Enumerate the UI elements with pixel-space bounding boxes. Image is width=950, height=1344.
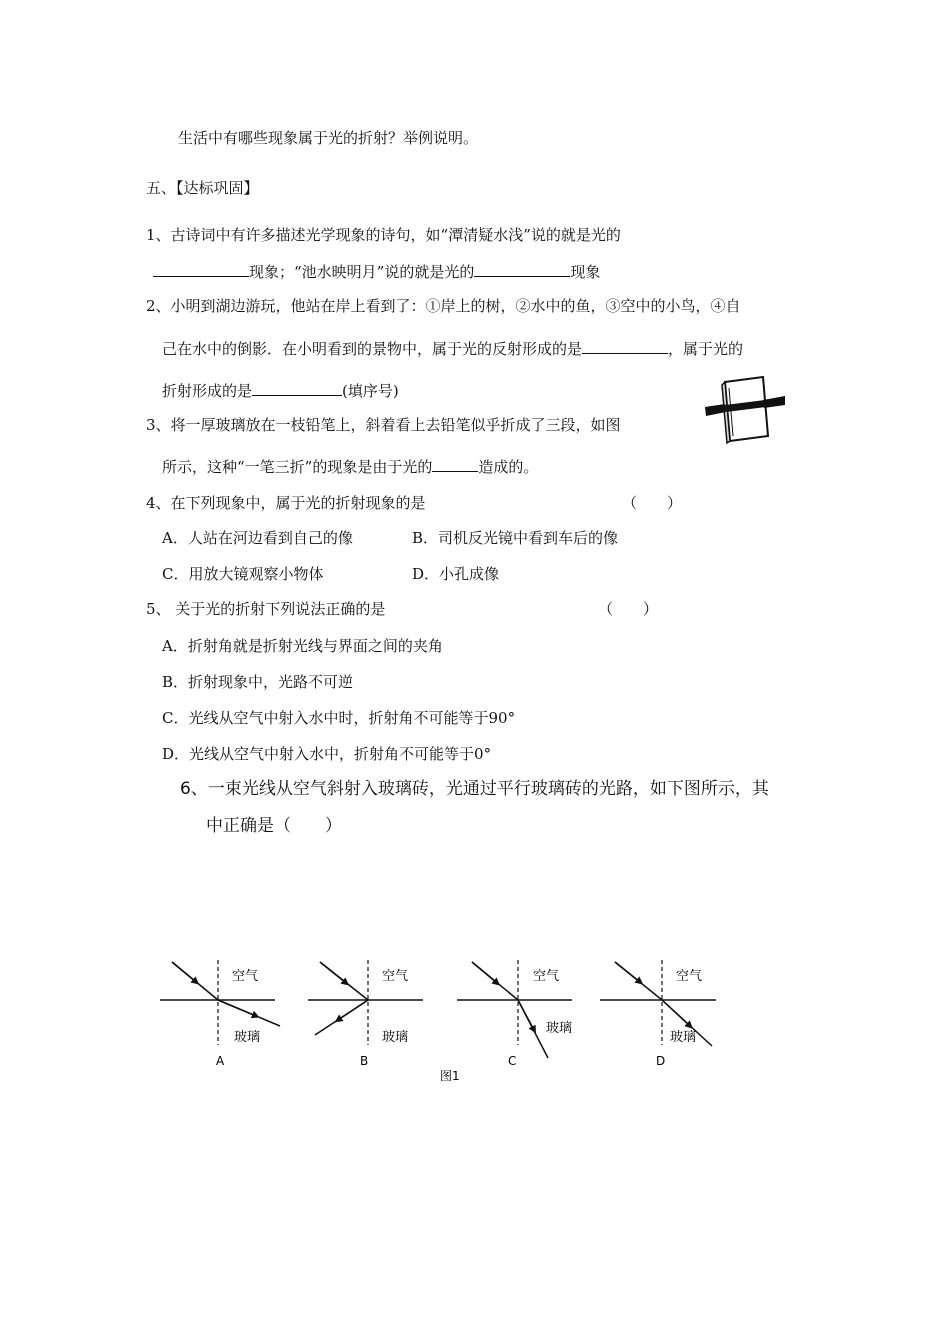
q2-text-3: 折射形成的是 — [162, 382, 253, 400]
panel-c-air-label: 空气 — [533, 969, 560, 984]
panel-a-air-label: 空气 — [232, 969, 259, 984]
q5-option-b[interactable]: B．折射现象中，光路不可逆 — [162, 673, 354, 691]
q4-answer-bracket[interactable]: （ ） — [622, 494, 683, 512]
panel-c-letter: C — [508, 1054, 517, 1068]
q1-text-2: 现象；“池水映明月”说的就是光的 — [249, 263, 475, 281]
q4-option-d[interactable]: D．小孔成像 — [412, 565, 500, 583]
q1-blank-2[interactable] — [474, 261, 570, 277]
q2-blank-reflection[interactable] — [582, 338, 668, 354]
q3-line1: 3、将一厚玻璃放在一枝铅笔上，斜着看上去铅笔似乎折成了三段，如图 — [146, 416, 621, 434]
glass-pencil-illustration — [703, 374, 787, 444]
panel-c-glass-label: 玻璃 — [546, 1021, 573, 1036]
q4-stem: 4、在下列现象中，属于光的折射现象的是 — [146, 494, 426, 512]
q4-option-c[interactable]: C．用放大镜观察小物体 — [162, 565, 324, 583]
section-title: 五、【达标巩固】 — [146, 179, 259, 197]
q1-text-3: 现象 — [570, 263, 601, 281]
q4-option-b[interactable]: B．司机反光镜中看到车后的像 — [412, 529, 619, 547]
panel-d-air-label: 空气 — [676, 969, 703, 984]
panel-d-glass-label: 玻璃 — [670, 1030, 697, 1045]
q2-text-2: 己在水中的倒影．在小明看到的景物中，属于光的反射形成的是 — [162, 340, 583, 358]
q1-line2 — [153, 261, 600, 282]
panel-b-glass-label: 玻璃 — [382, 1030, 409, 1045]
q2-line3 — [162, 380, 399, 401]
q3-text-2b: 造成的。 — [478, 458, 539, 476]
panel-b-air-label: 空气 — [382, 969, 409, 984]
q2-line1: 2、小明到湖边游玩，他站在岸上看到了：①岸上的树，②水中的鱼，③空中的小鸟，④自 — [146, 297, 741, 315]
q3-blank[interactable] — [432, 456, 478, 472]
q2-line2 — [162, 338, 743, 359]
q3-text-2: 所示，这种“一笔三折”的现象是由于光的 — [162, 458, 433, 476]
q5-option-d[interactable]: D．光线从空气中射入水中，折射角不可能等于0° — [162, 745, 492, 763]
q5-stem: 5、 关于光的折射下列说法正确的是 — [146, 600, 386, 618]
figure-panel-c — [457, 960, 572, 1068]
panel-b-letter: B — [360, 1054, 369, 1068]
q5-option-a[interactable]: A．折射角就是折射光线与界面之间的夹角 — [162, 637, 443, 655]
intro-question: 生活中有哪些现象属于光的折射？举例说明。 — [178, 129, 479, 147]
figure-panel-b — [308, 960, 423, 1068]
q3-line2 — [162, 456, 538, 477]
figure-panel-a — [160, 960, 280, 1068]
figure-caption: 图1 — [440, 1069, 460, 1083]
panel-a-letter: A — [216, 1054, 225, 1068]
q6-line2[interactable]: 中正确是（ ） — [206, 816, 342, 836]
q1-blank-1[interactable] — [153, 261, 249, 277]
refraction-figure — [150, 950, 730, 1090]
q1-line1: 1、古诗词中有许多描述光学现象的诗句，如“潭清疑水浅”说的就是光的 — [146, 226, 621, 244]
q2-text-3b: (填序号) — [342, 382, 399, 400]
panel-d-letter: D — [656, 1054, 666, 1068]
q4-option-a[interactable]: A．人站在河边看到自己的像 — [162, 529, 353, 547]
panel-a-glass-label: 玻璃 — [234, 1030, 261, 1045]
q2-blank-refraction[interactable] — [252, 380, 342, 396]
figure-panel-d — [600, 960, 716, 1068]
q2-text-2b: ，属于光的 — [668, 340, 744, 358]
q5-option-c[interactable]: C．光线从空气中射入水中时，折射角不可能等于90° — [162, 709, 516, 727]
q5-answer-bracket[interactable]: （ ） — [598, 600, 659, 618]
q6-line1: 6、一束光线从空气斜射入玻璃砖，光通过平行玻璃砖的光路，如下图所示，其 — [180, 779, 769, 799]
